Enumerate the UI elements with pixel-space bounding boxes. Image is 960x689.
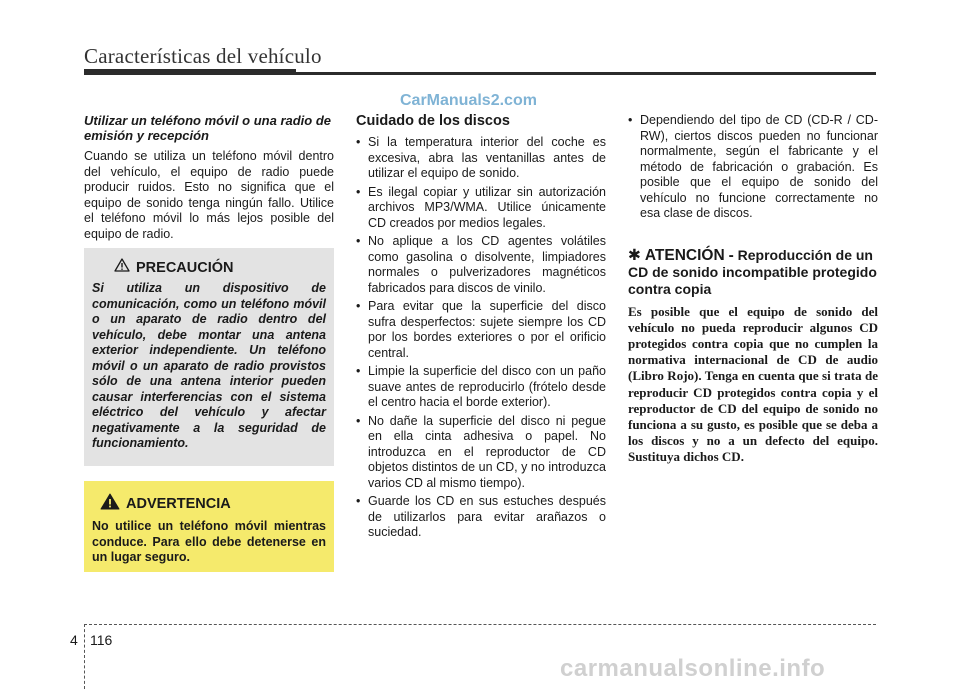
chapter-number: 4 [70,632,78,648]
warning-triangle-outline-icon [114,258,130,277]
list-item: • Si la temperatura interior del coche es excesiva, abra las ventanillas antes de utilizar el equipo de sonido. [356,135,606,180]
footer-vertical-rule [84,624,85,689]
list-item: • Dependiendo del tipo de CD (CD-R / CD-RW), ciertos discos pueden no funcionar normalmente, según el fabricante y el método de fabricación o grabación. Es posible que el equipo de sonido del vehículo no funcione correctamente no esa clase de discos. [628,113,878,220]
warning-title: ADVERTENCIA [126,496,231,512]
list-item: • Es ilegal copiar y utilizar sin autorización archivos MP3/WMA. Utilice únicamente CD creados por medios legales. [356,184,606,230]
attention-label: ATENCIÓN [644,246,725,264]
asterisk-cross-icon: ✱ [628,246,641,264]
header-title: Características del vehículo [84,44,322,68]
warning-header [92,493,326,515]
subheading-mobile-phone: Utilizar un teléfono móvil o una radio de emisión y recepción [84,113,332,143]
warning-triangle-filled-icon [100,493,120,515]
list-item: • No dañe la superficie del disco ni pegue en ella cinta adhesiva o papel. No introduzca en el reproductor de CD objetos distintos de un CD, y no introduzca varios CD al mismo tiempo). [356,413,606,490]
column-3 [628,113,878,466]
warning-box [84,481,334,572]
warning-text: No utilice un teléfono móvil mientras conduce. Para ello debe detenerse en un lugar seguro. [92,519,326,564]
caution-title: PRECAUCIÓN [136,259,234,276]
caution-text: Si utiliza un dispositivo de comunicación, como un teléfono móvil o un aparato de radio dentro del vehículo, debe montar una antena exterior independiente. Un teléfono móvil o un aparato de radio provistos sólo de una antena interior pueden causar interferencias con el sistema eléctrico del vehículo y afectar negativamente a la seguridad de funcionamiento. [92,281,326,450]
column-2 [356,113,606,544]
list-item: • Para evitar que la superficie del disco sufra desperfectos: sujete siempre los CD por los bordes exteriores o por el orificio central. [356,299,606,360]
column-1 [84,113,334,242]
watermark-bottom[interactable]: carmanualsonline.info [560,655,826,682]
section-heading-disc-care: Cuidado de los discos [356,113,510,129]
list-item: • No aplique a los CD agentes volátiles como gasolina o disolvente, limpiadores normales o pulverizadores magnéticos fabricados para discos de vinilo. [356,234,606,295]
caution-box [84,248,334,466]
list-item: • Guarde los CD en sus estuches después de utilizarlos para evitar arañazos o suciedad. [356,494,606,539]
header-rule [84,72,876,75]
disc-care-list [356,135,606,541]
attention-heading [628,247,878,298]
page-number: 116 [90,632,113,648]
caution-header [92,258,326,277]
cd-type-list [628,113,878,222]
attention-dash: - [728,246,734,264]
attention-title: Reproducción de un CD de sonido incompatible protegido contra copia [628,246,877,297]
footer-rule [84,624,876,625]
paragraph-mobile-phone: Cuando se utiliza un teléfono móvil dentro del vehículo, el equipo de radio puede producir ruidos. Esto no significa que el equipo de sonido tenga ningún fallo. Utilice el teléfono móvil lo más lejos posible del equipo de radio. [84,149,334,241]
list-item: • Limpie la superficie del disco con un paño suave antes de reproducirlo (frótelo desde el centro hacia el borde exterior). [356,364,606,409]
attention-text: Es posible que el equipo de sonido del vehículo no pueda reproducir algunos CD protegidos contra copia que no cumplen la normativa internacional de CD de audio (Libro Rojo). Tenga en cuenta que si trata de reproducir CD protegidos contra copia y el reproductor de CD del equipo de sonido no funciona a su gusto, es posible que se deba a los discos y no a un defecto del equipo. Sustituya dichos CD. [628,303,878,465]
watermark-top[interactable]: CarManuals2.com [400,92,537,109]
